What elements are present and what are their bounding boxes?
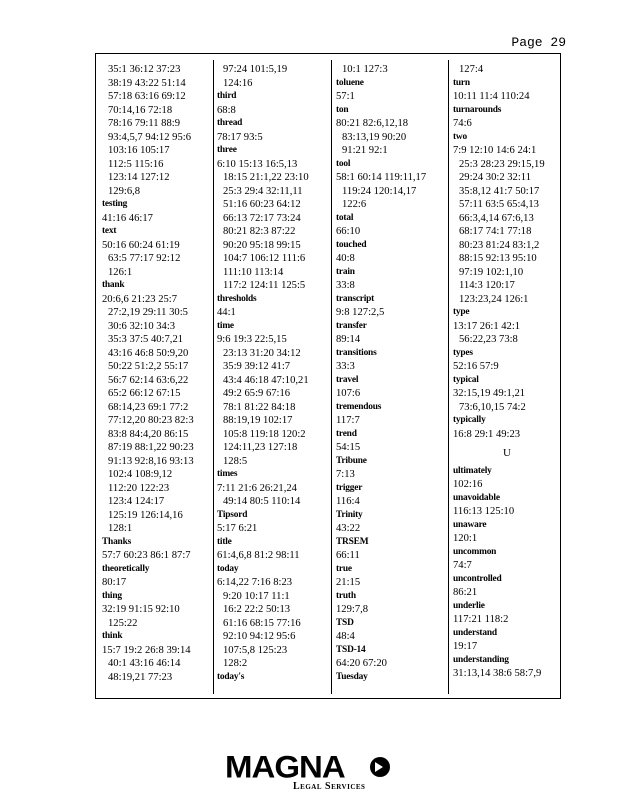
page-line-reference: 61:16 68:15 77:16 (223, 617, 301, 629)
index-entry (453, 465, 561, 492)
page-line-reference: 49:14 80:5 110:14 (223, 496, 301, 507)
page-line-reference: 105:8 119:18 120:2 (223, 428, 306, 440)
index-term: train (336, 266, 355, 277)
page-line-reference: 107:6 (336, 388, 361, 399)
index-term: uncommon (453, 546, 497, 557)
page-line-reference: 93:4,5,7 94:12 95:6 (108, 131, 191, 143)
page-line-reference: 6:10 15:13 16:5,13 (217, 158, 298, 170)
index-entry (336, 455, 426, 482)
page-line-reference: 44:1 (217, 307, 236, 318)
magna-logo (225, 748, 395, 792)
page-line-reference: 40:1 43:16 46:14 (108, 658, 181, 669)
index-entry (453, 447, 561, 461)
page-line-reference: 6:14,22 7:16 8:23 (217, 577, 293, 588)
page-line-reference: 86:21 (453, 587, 478, 598)
index-entry (336, 482, 426, 509)
page-line-reference: 35:3 37:5 40:7,21 (108, 334, 184, 345)
index-entry (336, 401, 426, 428)
page-line-reference: 25:3 28:23 29:15,19 (459, 158, 545, 170)
index-entry (217, 63, 309, 90)
index-term: types (453, 347, 473, 358)
page-line-reference: 10:11 11:4 110:24 (453, 91, 530, 102)
index-entry (217, 671, 309, 685)
column-divider (448, 60, 449, 694)
index-entry (453, 414, 561, 441)
index-entry (453, 104, 561, 131)
page-line-reference: 70:14,16 72:18 (108, 104, 173, 116)
page-line-reference: 117:7 (336, 415, 360, 426)
index-term: total (336, 212, 354, 223)
page-line-reference: 25:3 29:4 32:11,11 (223, 185, 303, 197)
page-line-reference: 112:5 115:16 (108, 158, 164, 170)
index-term: transcript (336, 293, 375, 304)
index-term: Trinity (336, 509, 363, 520)
index-entry (217, 320, 309, 469)
page-number: Page 29 (511, 35, 566, 50)
page-line-reference: 56:7 62:14 63:6,22 (108, 374, 189, 386)
index-term: ultimately (453, 465, 492, 476)
page-line-reference: 102:4 108:9,12 (108, 469, 173, 480)
page-line-reference: 123:23,24 126:1 (459, 293, 529, 305)
page-line-reference: 80:21 82:6,12,18 (336, 118, 409, 129)
index-entry (102, 563, 194, 590)
index-entry (336, 239, 426, 266)
index-entry (102, 630, 194, 684)
index-entry (453, 374, 561, 415)
page-line-reference: 124:16 (223, 77, 253, 89)
index-term: theoretically (102, 563, 150, 574)
index-entry (336, 671, 426, 685)
page-line-reference: 38:19 43:22 51:14 (108, 77, 186, 89)
page-line-reference: 20:6,6 21:23 25:7 (102, 293, 178, 305)
index-entry (102, 63, 194, 198)
index-term: truth (336, 590, 356, 601)
page-line-reference: 21:15 (336, 577, 361, 588)
page-line-reference: 122:6 (342, 199, 367, 210)
page-line-reference: 40:8 (336, 253, 355, 264)
page-line-reference: 111:10 113:14 (223, 266, 284, 278)
index-entry (453, 519, 561, 546)
page-line-reference: 58:1 60:14 119:11,17 (336, 172, 427, 183)
page-line-reference: 128:2 (223, 658, 248, 669)
index-frame (95, 53, 561, 699)
page-line-reference: 103:16 105:17 (108, 145, 170, 156)
index-entry (336, 347, 426, 374)
page-line-reference: 64:20 67:20 (336, 658, 387, 669)
page-line-reference: 9:8 127:2,5 (336, 307, 385, 318)
index-term: trigger (336, 482, 363, 493)
index-entry (336, 320, 426, 347)
index-term: third (217, 91, 237, 101)
page-line-reference: 16:8 29:1 49:23 (453, 428, 521, 440)
page-line-reference: 88:19,19 102:17 (223, 415, 293, 426)
index-entry (453, 63, 561, 77)
index-term: trend (336, 428, 357, 439)
index-term: Tipsord (217, 509, 248, 520)
page-line-reference: 90:20 95:18 99:15 (223, 239, 301, 251)
page-line-reference: 48:19,21 77:23 (108, 671, 173, 683)
page-line-reference: 120:1 (453, 533, 478, 544)
index-entry (453, 600, 561, 627)
page-line-reference: 43:22 (336, 523, 361, 534)
page-line-reference: 107:5,8 125:23 (223, 644, 288, 656)
index-term: thresholds (217, 293, 257, 304)
page-line-reference: 112:20 122:23 (108, 482, 170, 494)
logo-wordmark: MAGNA (225, 748, 345, 785)
index-term: Tuesday (336, 671, 368, 682)
index-column-1 (102, 63, 194, 684)
index-term: testing (102, 199, 128, 209)
index-term: unaware (453, 519, 487, 530)
page-line-reference: 126:1 (108, 266, 133, 278)
page-line-reference: 128:1 (108, 523, 133, 534)
index-entry (453, 131, 561, 307)
index-term: turnarounds (453, 104, 502, 115)
index-term: unavoidable (453, 492, 500, 503)
index-term: thank (102, 280, 125, 290)
index-entry (217, 293, 309, 320)
index-entry (453, 546, 561, 573)
index-entry (336, 374, 426, 401)
index-column-4 (453, 63, 561, 681)
index-term: Thanks (102, 536, 132, 547)
index-entry (336, 617, 426, 644)
index-term: turn (453, 77, 470, 88)
page-line-reference: 43:16 46:8 50:9,20 (108, 347, 189, 359)
index-entry (217, 563, 309, 671)
index-entry (102, 590, 194, 631)
page-line-reference: 7:9 12:10 14:6 24:1 (453, 145, 537, 156)
index-term: times (217, 469, 238, 479)
page-line-reference: 91:21 92:1 (342, 145, 388, 156)
page-line-reference: 119:24 120:14,17 (342, 185, 417, 197)
index-entry (336, 509, 426, 536)
index-term: two (453, 131, 467, 142)
page-line-reference: 68:14,23 69:1 77:2 (108, 401, 189, 413)
page-line-reference: 123:14 127:12 (108, 172, 170, 183)
page-line-reference: 97:24 101:5,19 (223, 64, 288, 75)
index-entry (453, 347, 561, 374)
page-line-reference: 10:1 127:3 (342, 64, 388, 75)
index-term: title (217, 536, 232, 547)
page-line-reference: 57:11 63:5 65:4,13 (459, 199, 539, 210)
page-line-reference: 35:1 36:12 37:23 (108, 64, 181, 75)
index-entry (217, 90, 309, 117)
logo-subtitle: Legal Services (293, 781, 366, 792)
page-line-reference: 123:4 124:17 (108, 496, 165, 507)
index-entry (336, 63, 426, 77)
page-line-reference: 5:17 6:21 (217, 523, 258, 534)
page-line-reference: 124:11,23 127:18 (223, 442, 298, 453)
page-line-reference: 116:4 (336, 496, 360, 507)
section-letter: U (503, 447, 511, 459)
page-line-reference: 66:13 72:17 73:24 (223, 212, 301, 224)
index-column-2 (217, 63, 309, 684)
page-line-reference: 125:19 126:14,16 (108, 509, 183, 521)
column-divider (331, 60, 332, 694)
page-line-reference: 89:14 (336, 334, 361, 345)
page-line-reference: 125:22 (108, 617, 138, 629)
index-entry (217, 117, 309, 144)
page-line-reference: 129:6,8 (108, 185, 141, 197)
index-entry (102, 198, 194, 225)
index-term: tool (336, 158, 351, 169)
page-line-reference: 92:10 94:12 95:6 (223, 631, 296, 642)
page-line-reference: 88:15 92:13 95:10 (459, 253, 537, 264)
page-line-reference: 41:16 46:17 (102, 212, 153, 224)
page-line-reference: 57:7 60:23 86:1 87:7 (102, 550, 191, 561)
page-line-reference: 116:13 125:10 (453, 506, 515, 517)
page-line-reference: 35:9 39:12 41:7 (223, 361, 291, 372)
page-line-reference: 57:1 (336, 91, 355, 102)
page-line-reference: 74:7 (453, 560, 472, 571)
index-entry (336, 563, 426, 590)
page-line-reference: 15:7 19:2 26:8 39:14 (102, 644, 191, 656)
page-line-reference: 33:3 (336, 361, 355, 372)
page-line-reference: 129:7,8 (336, 604, 369, 615)
page-line-reference: 9:20 10:17 11:1 (223, 590, 290, 602)
index-term: typical (453, 374, 479, 385)
index-term: transitions (336, 347, 377, 358)
index-entry (336, 212, 426, 239)
page-line-reference: 78:16 79:11 88:9 (108, 118, 180, 129)
index-term: toluene (336, 77, 364, 88)
page-line-reference: 51:16 60:23 64:12 (223, 199, 301, 210)
index-entry (102, 536, 194, 563)
page-line-reference: 73:6,10,15 74:2 (459, 401, 526, 413)
page-line-reference: 27:2,19 29:11 30:5 (108, 307, 188, 318)
index-entry (102, 225, 194, 279)
page-line-reference: 78:17 93:5 (217, 131, 263, 143)
page-line-reference: 91:13 92:8,16 93:13 (108, 455, 194, 467)
page-line-reference: 128:5 (223, 455, 248, 467)
page-line-reference: 68:17 74:1 77:18 (459, 226, 532, 237)
page-line-reference: 63:5 77:17 92:12 (108, 253, 181, 264)
index-entry (453, 306, 561, 347)
page-line-reference: 104:7 106:12 111:6 (223, 253, 306, 264)
arrow-circle-icon (370, 757, 390, 777)
index-term: text (102, 226, 117, 236)
page-line-reference: 57:18 63:16 69:12 (108, 91, 186, 102)
index-term: today (217, 563, 239, 574)
index-entry (217, 509, 309, 536)
page-line-reference: 33:8 (336, 280, 355, 291)
index-term: type (453, 307, 470, 317)
index-term: touched (336, 239, 367, 250)
page-line-reference: 65:2 66:12 67:15 (108, 388, 181, 399)
page-line-reference: 66:3,4,14 67:6,13 (459, 212, 534, 224)
page-line-reference: 48:4 (336, 631, 355, 642)
page-line-reference: 32:15,19 49:1,21 (453, 388, 526, 399)
page-line-reference: 19:17 (453, 641, 478, 652)
index-term: underlie (453, 600, 485, 611)
page-line-reference: 74:6 (453, 118, 472, 129)
index-entry (336, 536, 426, 563)
index-entry (217, 144, 309, 293)
page-line-reference: 29:24 30:2 32:11 (459, 172, 531, 183)
index-term: today's (217, 671, 245, 682)
index-term: tremendous (336, 401, 382, 412)
index-entry (453, 627, 561, 654)
page-line-reference: 16:2 22:2 50:13 (223, 604, 291, 615)
page-line-reference: 117:2 124:11 125:5 (223, 280, 306, 291)
page-line-reference: 61:4,6,8 81:2 98:11 (217, 550, 300, 561)
page-line-reference: 54:15 (336, 442, 361, 453)
page-line-reference: 7:11 21:6 26:21,24 (217, 482, 297, 494)
index-term: three (217, 145, 237, 155)
index-entry (336, 644, 426, 671)
page-line-reference: 114:3 120:17 (459, 280, 515, 291)
index-term: uncontrolled (453, 573, 502, 584)
page-line-reference: 43:4 46:18 47:10,21 (223, 374, 309, 386)
page-line-reference: 52:16 57:9 (453, 361, 499, 372)
page-line-reference: 9:6 19:3 22:5,15 (217, 334, 287, 345)
index-entry (217, 536, 309, 563)
page-line-reference: 31:13,14 38:6 58:7,9 (453, 668, 542, 679)
page-line-reference: 83:8 84:4,20 86:15 (108, 428, 189, 440)
index-term: thing (102, 590, 122, 601)
page-line-reference: 83:13,19 90:20 (342, 131, 407, 143)
index-entry (453, 492, 561, 519)
page-line-reference: 50:16 60:24 61:19 (102, 239, 180, 251)
page-line-reference: 80:17 (102, 577, 127, 588)
page-line-reference: 50:22 51:2,2 55:17 (108, 361, 189, 372)
page-line-reference: 7:13 (336, 469, 355, 480)
index-term: transfer (336, 320, 367, 331)
page-line-reference: 18:15 21:1,22 23:10 (223, 172, 309, 183)
page-line-reference: 66:11 (336, 550, 360, 561)
index-entry (336, 293, 426, 320)
index-term: time (217, 320, 234, 331)
index-entry (336, 428, 426, 455)
index-entry (102, 279, 194, 536)
index-term: Tribune (336, 455, 367, 466)
page-line-reference: 49:2 65:9 67:16 (223, 388, 291, 399)
page-line-reference: 23:13 31:20 34:12 (223, 347, 301, 359)
page-line-reference: 32:19 91:15 92:10 (102, 604, 180, 615)
index-entry (453, 654, 561, 681)
page-line-reference: 78:1 81:22 84:18 (223, 401, 296, 413)
index-entry (453, 573, 561, 600)
index-entry (336, 590, 426, 617)
page-line-reference: 68:8 (217, 104, 236, 116)
index-entry (336, 77, 426, 104)
index-term: typically (453, 415, 486, 425)
index-term: TRSEM (336, 536, 369, 547)
index-term: true (336, 563, 352, 574)
index-entry (336, 266, 426, 293)
index-term: TSD-14 (336, 644, 366, 655)
index-term: think (102, 631, 123, 641)
page-line-reference: 102:16 (453, 479, 483, 490)
page-line-reference: 80:21 82:3 87:22 (223, 226, 296, 237)
page-line-reference: 56:22,23 73:8 (459, 334, 518, 345)
page-line-reference: 97:19 102:1,10 (459, 266, 524, 278)
index-entry (336, 104, 426, 158)
page-line-reference: 77:12,20 80:23 82:3 (108, 415, 194, 426)
index-entry (336, 158, 426, 212)
page-line-reference: 30:6 32:10 34:3 (108, 320, 176, 332)
page-line-reference: 35:8,12 41:7 50:17 (459, 185, 540, 197)
page-line-reference: 127:4 (459, 64, 484, 75)
index-term: TSD (336, 617, 354, 628)
index-entry (217, 468, 309, 509)
index-entry (453, 77, 561, 104)
page-line-reference: 80:23 81:24 83:1,2 (459, 239, 540, 251)
index-column-3 (336, 63, 426, 684)
index-term: travel (336, 374, 359, 385)
column-divider (213, 60, 214, 694)
page-line-reference: 87:19 88:1,22 90:23 (108, 442, 194, 453)
index-term: thread (217, 118, 243, 128)
page-line-reference: 66:10 (336, 226, 361, 237)
page-line-reference: 13:17 26:1 42:1 (453, 320, 521, 332)
index-term: understand (453, 627, 497, 638)
index-term: understanding (453, 654, 509, 665)
page-line-reference: 117:21 118:2 (453, 614, 509, 625)
index-term: ton (336, 104, 349, 115)
